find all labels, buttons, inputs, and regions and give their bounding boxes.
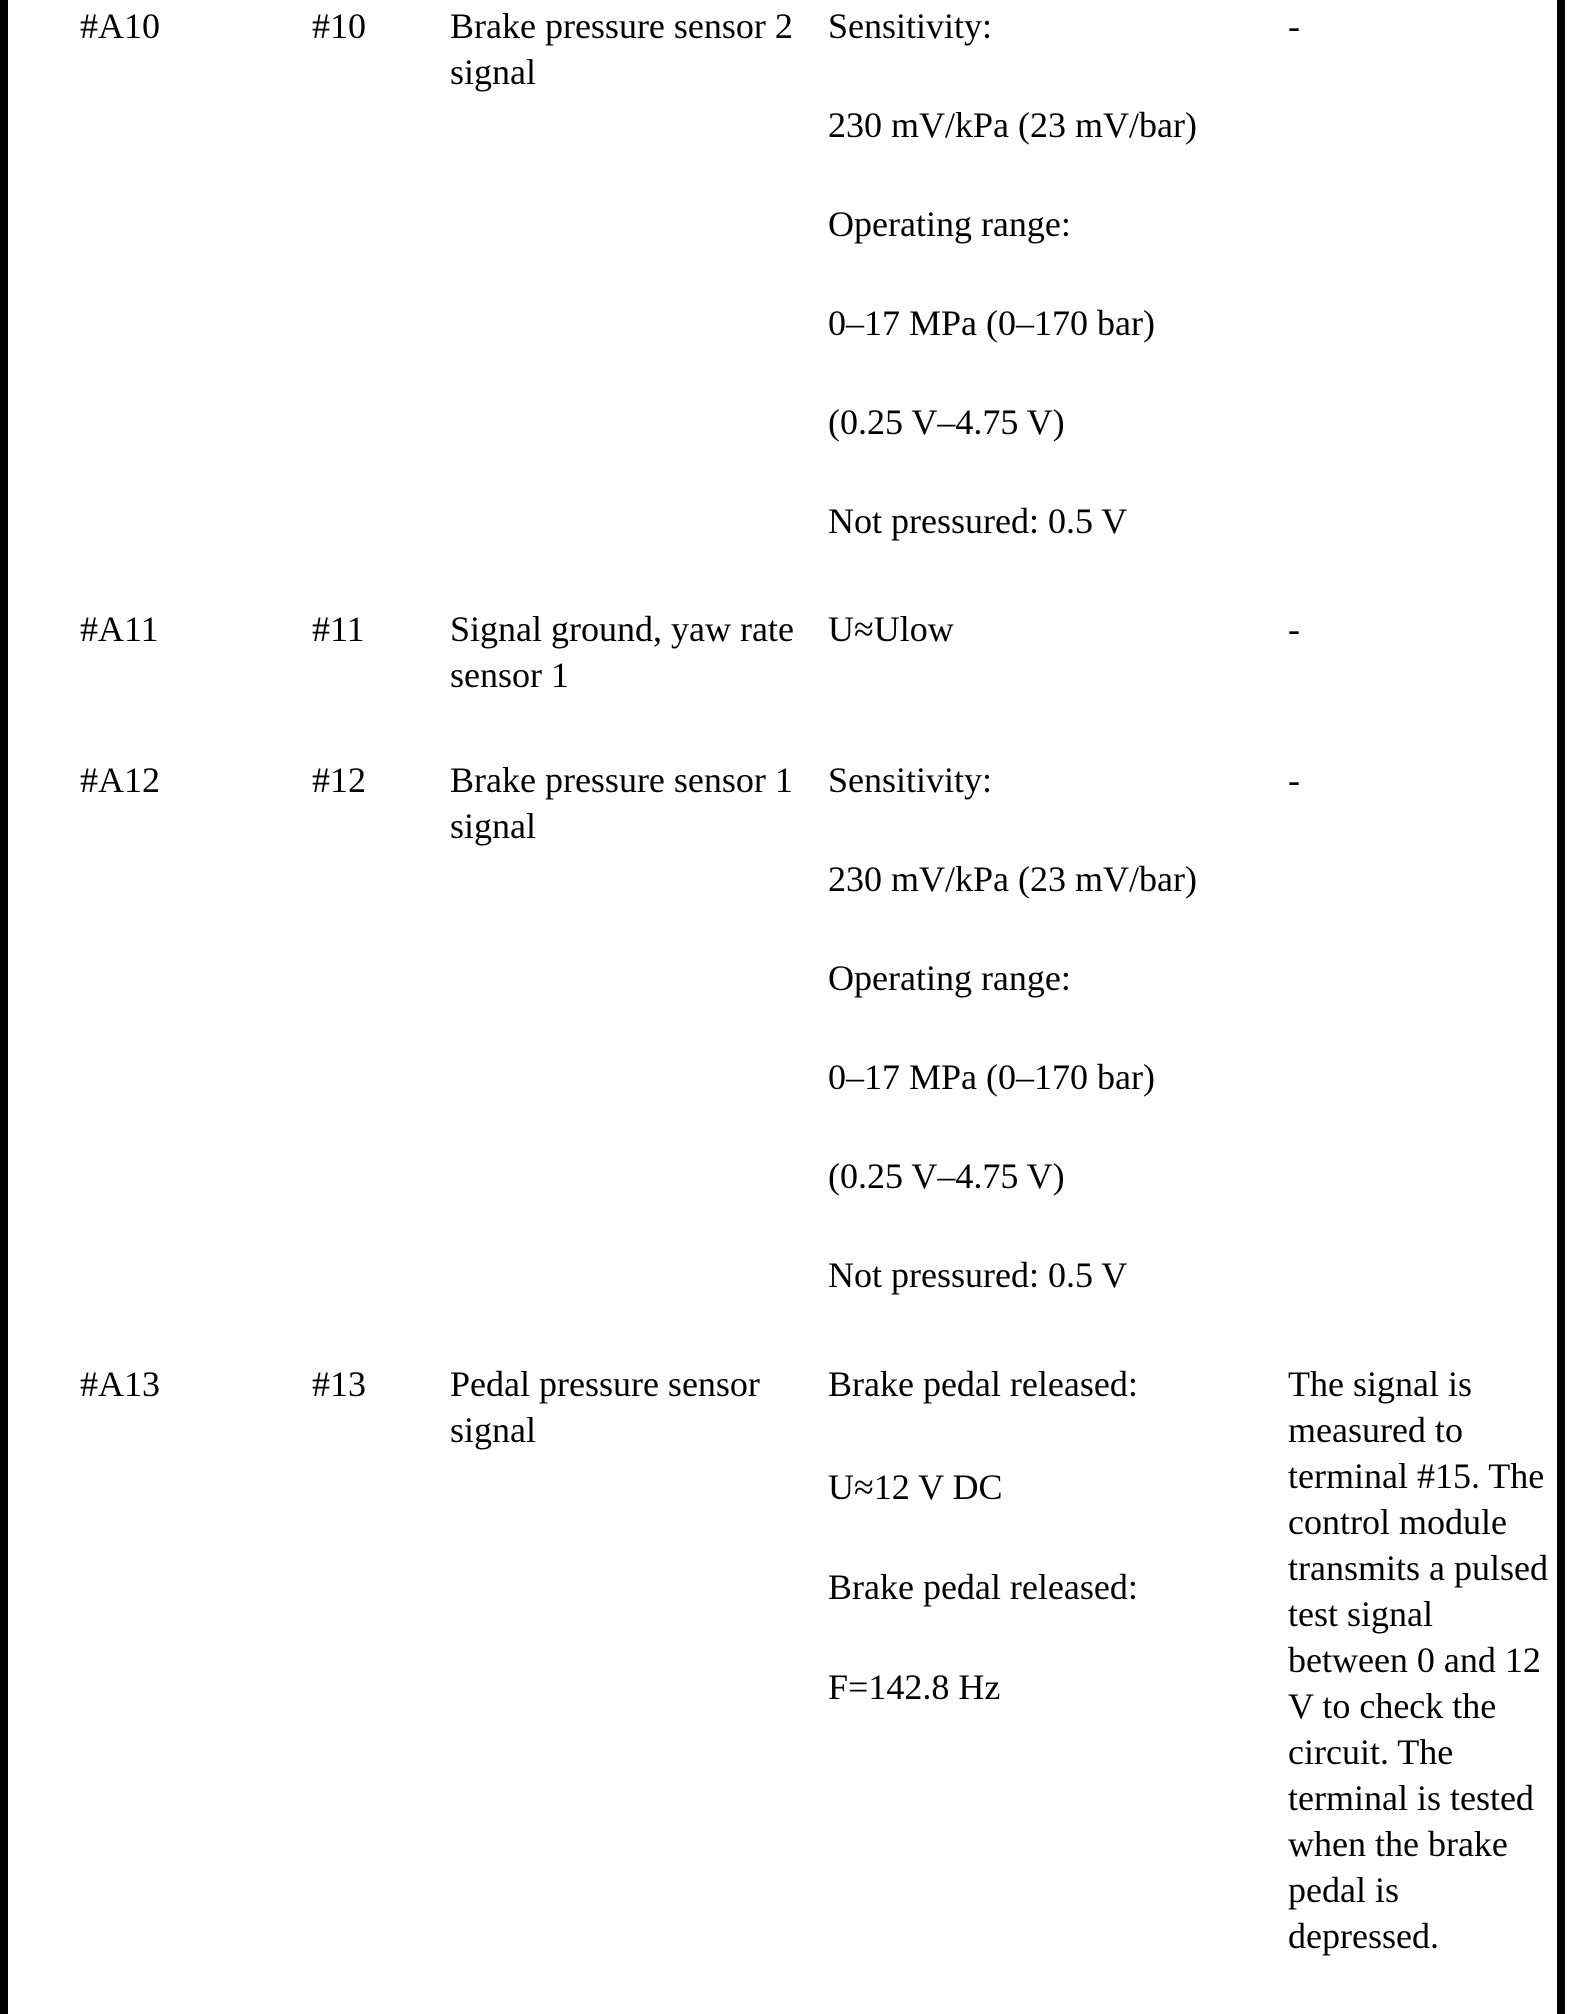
table-border-left xyxy=(0,0,8,2014)
notes xyxy=(1288,1361,1556,1959)
value-line: 230 mV/kPa (23 mV/bar) xyxy=(828,859,1197,899)
value-line: Operating range: xyxy=(828,204,1071,244)
description-line: signal xyxy=(450,806,536,846)
terminal-ref: #A10 xyxy=(80,6,160,46)
pin-number: #12 xyxy=(312,760,366,800)
notes-text: The signal is measured to terminal #15. The control module transmits a pulsed test signal between 0 and 12 V to check the circuit. The terminal is tested when the brake pedal is depressed. xyxy=(1288,1364,1548,1956)
pin-number: #10 xyxy=(312,6,366,46)
value-line: Sensitivity: xyxy=(828,760,993,800)
value-line: U≈Ulow xyxy=(828,609,954,649)
description-line: signal xyxy=(450,52,536,92)
value-line: (0.25 V–4.75 V) xyxy=(828,1156,1065,1196)
signal-description xyxy=(450,3,830,95)
value-line: Not pressured: 0.5 V xyxy=(828,501,1128,541)
terminal-ref: #A13 xyxy=(80,1364,160,1404)
nominal-values xyxy=(828,3,1258,544)
value-line: Operating range: xyxy=(828,958,1071,998)
value-line: Brake pedal released: xyxy=(828,1364,1138,1404)
notes: - xyxy=(1288,6,1300,46)
value-line: Not pressured: 0.5 V xyxy=(828,1255,1128,1295)
description-line: sensor 1 xyxy=(450,655,569,695)
value-line: Brake pedal released: xyxy=(828,1567,1138,1607)
value-line: (0.25 V–4.75 V) xyxy=(828,402,1065,442)
signal-description xyxy=(450,606,830,698)
description-line: signal xyxy=(450,1410,536,1450)
signal-description xyxy=(450,1361,830,1453)
description-line: Pedal pressure sensor xyxy=(450,1364,760,1404)
notes: - xyxy=(1288,760,1300,800)
description-line: Brake pressure sensor 1 xyxy=(450,760,793,800)
terminal-ref: #A12 xyxy=(80,760,160,800)
value-line: 230 mV/kPa (23 mV/bar) xyxy=(828,105,1197,145)
notes: - xyxy=(1288,609,1300,649)
pin-number: #11 xyxy=(312,609,365,649)
nominal-values xyxy=(828,1361,1258,1710)
signal-description xyxy=(450,757,830,849)
nominal-values xyxy=(828,606,1258,652)
nominal-values xyxy=(828,757,1258,1298)
description-line: Signal ground, yaw rate xyxy=(450,609,794,649)
terminal-ref: #A11 xyxy=(80,609,159,649)
table-border-right xyxy=(1557,0,1565,2014)
value-line: U≈12 V DC xyxy=(828,1467,1003,1507)
pin-number: #13 xyxy=(312,1364,366,1404)
value-line: 0–17 MPa (0–170 bar) xyxy=(828,303,1155,343)
value-line: Sensitivity: xyxy=(828,6,993,46)
value-line: 0–17 MPa (0–170 bar) xyxy=(828,1057,1155,1097)
description-line: Brake pressure sensor 2 xyxy=(450,6,793,46)
value-line: F=142.8 Hz xyxy=(828,1667,1001,1707)
